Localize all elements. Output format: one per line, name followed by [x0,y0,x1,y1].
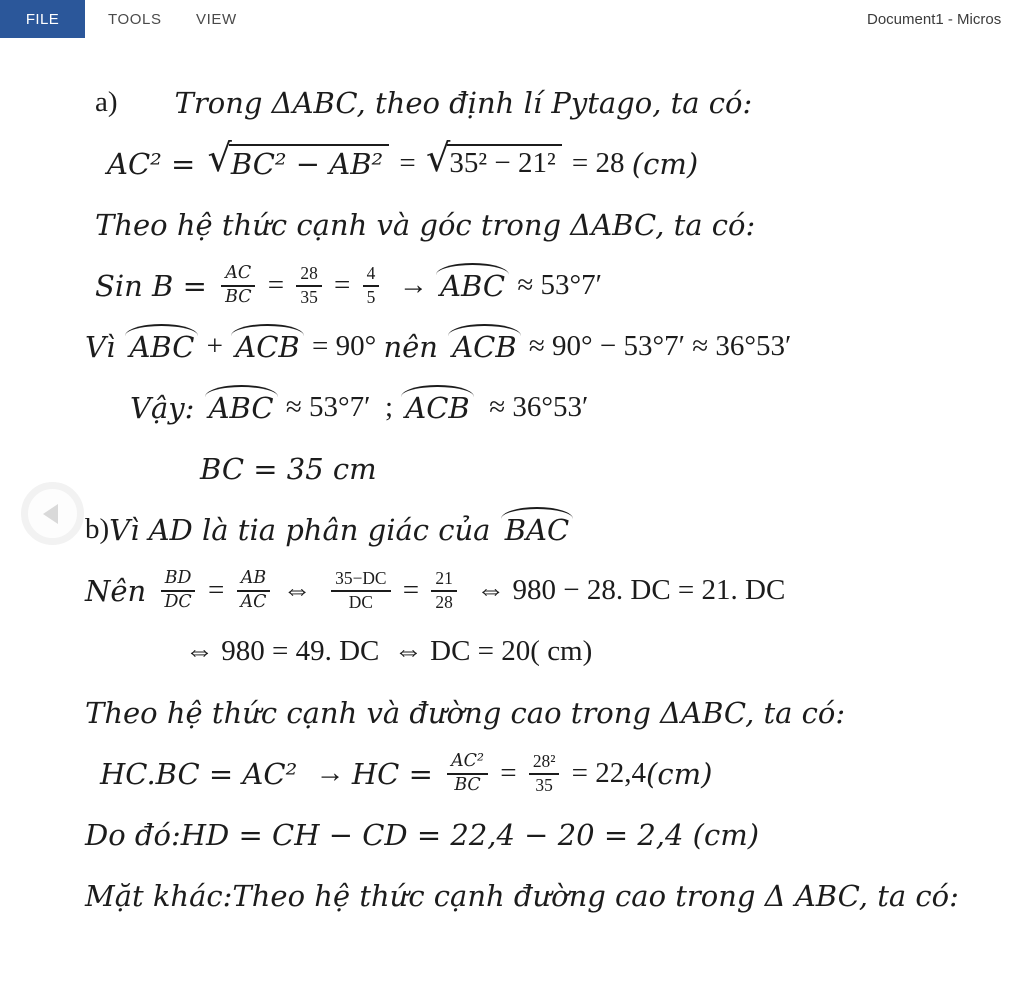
document-title: Document1 - Micros [867,10,1002,28]
fraction [331,568,390,612]
math-text: Vì AD là tia phân giác của [109,512,500,547]
fraction-denominator: BC [225,286,252,307]
fraction [237,568,271,612]
fraction-denominator: DC [348,591,373,612]
fraction [221,263,255,307]
fraction [363,263,380,307]
fraction-numerator: AB [237,568,270,591]
fraction [160,568,195,612]
math-text: Do đó:HD = CH − CD = 22,4 − 20 = 2,4 (cm) [85,817,760,852]
math-text: = [392,147,424,179]
fraction-numerator: AC [221,263,255,286]
line-angle-sum [85,316,1024,377]
math-text: b) [85,513,110,545]
angle-widehat: ACB [232,330,302,364]
line-he-thuc-duong-cao [85,682,1024,743]
line-hd [85,804,1024,865]
previous-page-button[interactable] [21,482,84,545]
math-text: → [384,269,436,301]
math-text: Theo hệ thức cạnh và góc trong ΔABC, ta có: [95,207,756,242]
radical-sign-icon: √ [207,136,232,182]
fraction-denominator: AC [240,591,267,612]
math-text: a) [95,86,118,118]
math-text: = [395,574,427,606]
fraction-numerator: 4 [363,263,380,286]
math-text: + [199,330,231,362]
fraction-denominator: 5 [366,286,376,307]
angle-widehat: ACB [449,330,519,364]
fraction-denominator: BC [454,774,481,795]
fraction-denominator: DC [164,591,192,612]
math-text: = [260,269,292,301]
math-text: Sin B = [95,268,217,303]
line-vay [85,377,1024,438]
fraction-numerator: 35−DC [331,568,390,591]
view-tab-label: VIEW [196,10,237,28]
line-part-b-heading [85,499,1024,560]
angle-widehat: ABC [206,391,277,425]
math-text: (cm) [631,146,699,181]
math-text: HC = [351,756,443,791]
math-text: = 90° [304,330,384,362]
math-text: Mặt khác:Theo hệ thức cạnh đường cao trong Δ ABC, ta có: [85,878,959,913]
math-text: = [492,757,524,789]
fraction-numerator: 21 [431,568,456,591]
fraction-denominator: 28 [435,591,453,612]
math-text: BC = 35 cm [200,451,377,486]
fraction-numerator: 28 [296,263,321,286]
fraction [529,751,560,795]
math-text: Vậy: [130,390,204,425]
math-text: Theo hệ thức cạnh và đường cao trong ΔABC, ta có: [85,695,846,730]
math-text: ≈ 90° − 53°7′ ≈ 36°53′ [521,330,792,362]
tools-tab-label: TOOLS [108,10,162,28]
math-text: ⇔ 980 − 28. DC = 21. DC [461,574,786,606]
radicand: BC² − AB² [229,144,389,181]
left-triangle-icon [43,504,58,524]
fraction-denominator: 35 [300,286,318,307]
math-text: Vì [85,329,125,364]
angle-widehat: ACB [402,391,472,425]
app-titlebar [0,0,1024,38]
fraction [447,751,488,795]
math-text: → [315,757,352,789]
square-root [207,136,390,182]
math-text: Nên [85,573,156,608]
line-pytago-eq [85,133,1024,194]
line-part-a-heading [85,72,1024,133]
fraction-numerator: 28² [529,751,560,774]
math-text: = 28 [564,147,632,179]
radicand: 35² − 21² [447,144,561,180]
math-content [85,72,1024,926]
fraction-denominator: 35 [535,774,553,795]
fraction-numerator: AC² [447,751,488,774]
tools-tab[interactable] [108,0,162,38]
angle-widehat: ABC [437,269,508,303]
line-bc [85,438,1024,499]
line-hc-bc [85,743,1024,804]
math-text: HC.BC = AC² [100,756,316,791]
square-root [426,136,562,182]
math-text: = [326,269,358,301]
file-tab-label: FILE [25,10,60,28]
line-nen-ratio [85,560,1024,621]
math-text: = [200,574,232,606]
radical-sign-icon: √ [426,136,451,182]
fraction [296,263,321,307]
math-text: ⇔ [275,574,327,606]
line-mat-khac [85,865,1024,926]
math-text: nên [383,329,448,364]
math-text: Trong ΔABC, theo định lí Pytago, ta có: [174,85,753,120]
math-text: ≈ 53°7′ ; [278,391,401,423]
fraction [431,568,456,612]
fraction-numerator: BD [161,568,196,591]
line-sin-b [85,255,1024,316]
file-tab[interactable] [0,0,85,38]
line-dc-solve [85,621,1024,682]
math-text: ≈ 36°53′ [474,391,589,423]
math-text: AC² = [107,146,205,181]
angle-widehat: ABC [126,330,197,364]
angle-widehat: BAC [502,513,572,547]
math-text: ≈ 53°7′ [510,269,602,301]
line-he-thuc-goc [85,194,1024,255]
math-text: ⇔ 980 = 49. DC ⇔ DC = 20( cm) [185,635,593,667]
math-text: = 22,4 [564,757,647,789]
math-text: (cm) [646,756,713,791]
view-tab[interactable] [196,0,237,38]
